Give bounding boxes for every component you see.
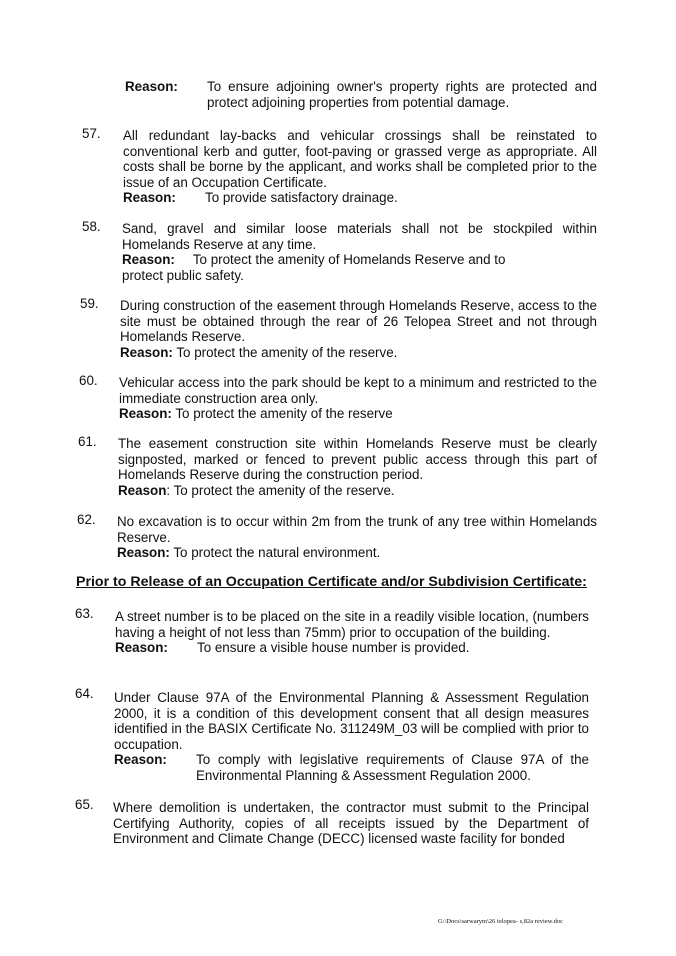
reason-label: Reason: bbox=[123, 190, 176, 205]
condition-item-57 bbox=[123, 128, 597, 206]
condition-item-60 bbox=[119, 375, 597, 422]
reason-row bbox=[119, 406, 597, 422]
reason-label: Reason: bbox=[114, 752, 167, 767]
reason-label: Reason: bbox=[115, 640, 168, 655]
reason-text: : To protect the amenity of the reserve. bbox=[166, 482, 395, 498]
condition-number: 60. bbox=[79, 373, 98, 388]
condition-text: The easement construction site within Homelands Reserve must be clearly signposted, marked or fenced to prevent public access through this part of Homelands Reserve during the construction period. bbox=[118, 436, 597, 482]
condition-number: 57. bbox=[82, 126, 101, 141]
condition-number: 58. bbox=[82, 219, 101, 234]
condition-text: Sand, gravel and similar loose materials shall not be stockpiled within Homelands Reserve at any time. bbox=[122, 221, 597, 252]
condition-text: A street number is to be placed on the site in a readily visible location, (numbers having a height of not less than 75mm) prior to occupation of the building. bbox=[115, 609, 589, 640]
condition-number: 64. bbox=[75, 686, 94, 701]
reason-row bbox=[115, 640, 589, 656]
reason-row bbox=[118, 483, 597, 499]
condition-text: No excavation is to occur within 2m from the trunk of any tree within Homelands Reserve. bbox=[117, 514, 597, 545]
condition-item-59 bbox=[120, 298, 597, 360]
reason-block-56 bbox=[125, 79, 597, 110]
reason-text: To comply with legislative requirements of Clause 97A of the Environmental Planning & Assessment Regulation 2000. bbox=[196, 752, 589, 783]
reason-text: To ensure adjoining owner's property rights are protected and protect adjoining properties from potential damage. bbox=[207, 79, 597, 110]
reason-label: Reason: bbox=[119, 406, 172, 421]
reason-text: To protect the amenity of the reserve. bbox=[176, 344, 398, 360]
section-heading: Prior to Release of an Occupation Certificate and/or Subdivision Certificate: bbox=[76, 574, 587, 590]
reason-label: Reason bbox=[118, 482, 167, 498]
footer-file-path: G:\Docs\sarwarym\26 telopea- s,82a review.doc bbox=[438, 918, 564, 925]
condition-item-65 bbox=[113, 800, 589, 847]
condition-number: 65. bbox=[75, 797, 94, 812]
reason-label: Reason: bbox=[125, 79, 178, 94]
reason-text: To provide satisfactory drainage. bbox=[205, 190, 398, 205]
reason-label: Reason: bbox=[122, 252, 175, 267]
condition-text: Vehicular access into the park should be kept to a minimum and restricted to the immediate construction area only. bbox=[119, 375, 597, 406]
condition-item-58 bbox=[122, 221, 597, 283]
condition-number: 61. bbox=[78, 434, 97, 449]
reason-text: To protect the amenity of the reserve bbox=[175, 406, 393, 421]
reason-row bbox=[123, 190, 597, 206]
reason-row bbox=[114, 752, 589, 783]
reason-row bbox=[122, 252, 542, 283]
reason-text: To protect the amenity of Homelands Reserve and to protect public safety. bbox=[122, 252, 506, 283]
reason-text: To ensure a visible house number is provided. bbox=[197, 640, 470, 655]
condition-text: During construction of the easement through Homelands Reserve, access to the site must be obtained through the rear of 26 Telopea Street and not through Homelands Reserve. bbox=[120, 298, 597, 344]
condition-item-64 bbox=[114, 690, 589, 783]
condition-number: 59. bbox=[80, 296, 99, 311]
reason-label: Reason: bbox=[117, 545, 170, 560]
condition-text: Where demolition is undertaken, the contractor must submit to the Principal Certifying Authority, copies of all receipts issued by the Department of Environment and Climate Change (DECC) licensed waste facility for bonded bbox=[113, 800, 589, 846]
reason-row bbox=[117, 545, 597, 561]
condition-text: All redundant lay-backs and vehicular crossings shall be reinstated to conventional kerb and gutter, foot-paving or grassed verge as appropriate. All costs shall be borne by the applicant, and works shall be completed prior to the issue of an Occupation Certificate. bbox=[123, 128, 597, 190]
reason-label: Reason: bbox=[120, 344, 173, 360]
condition-text: Under Clause 97A of the Environmental Planning & Assessment Regulation 2000, it is a condition of this development consent that all design measures identified in the BASIX Certificate No. 311249M_03 will be complied with prior to occupation. bbox=[114, 690, 589, 752]
condition-item-62 bbox=[117, 514, 597, 561]
condition-number: 63. bbox=[75, 606, 94, 621]
reason-row bbox=[120, 345, 597, 361]
condition-number: 62. bbox=[77, 512, 96, 527]
reason-text: To protect the natural environment. bbox=[173, 545, 381, 560]
condition-item-61 bbox=[118, 436, 597, 498]
condition-item-63 bbox=[115, 609, 589, 656]
